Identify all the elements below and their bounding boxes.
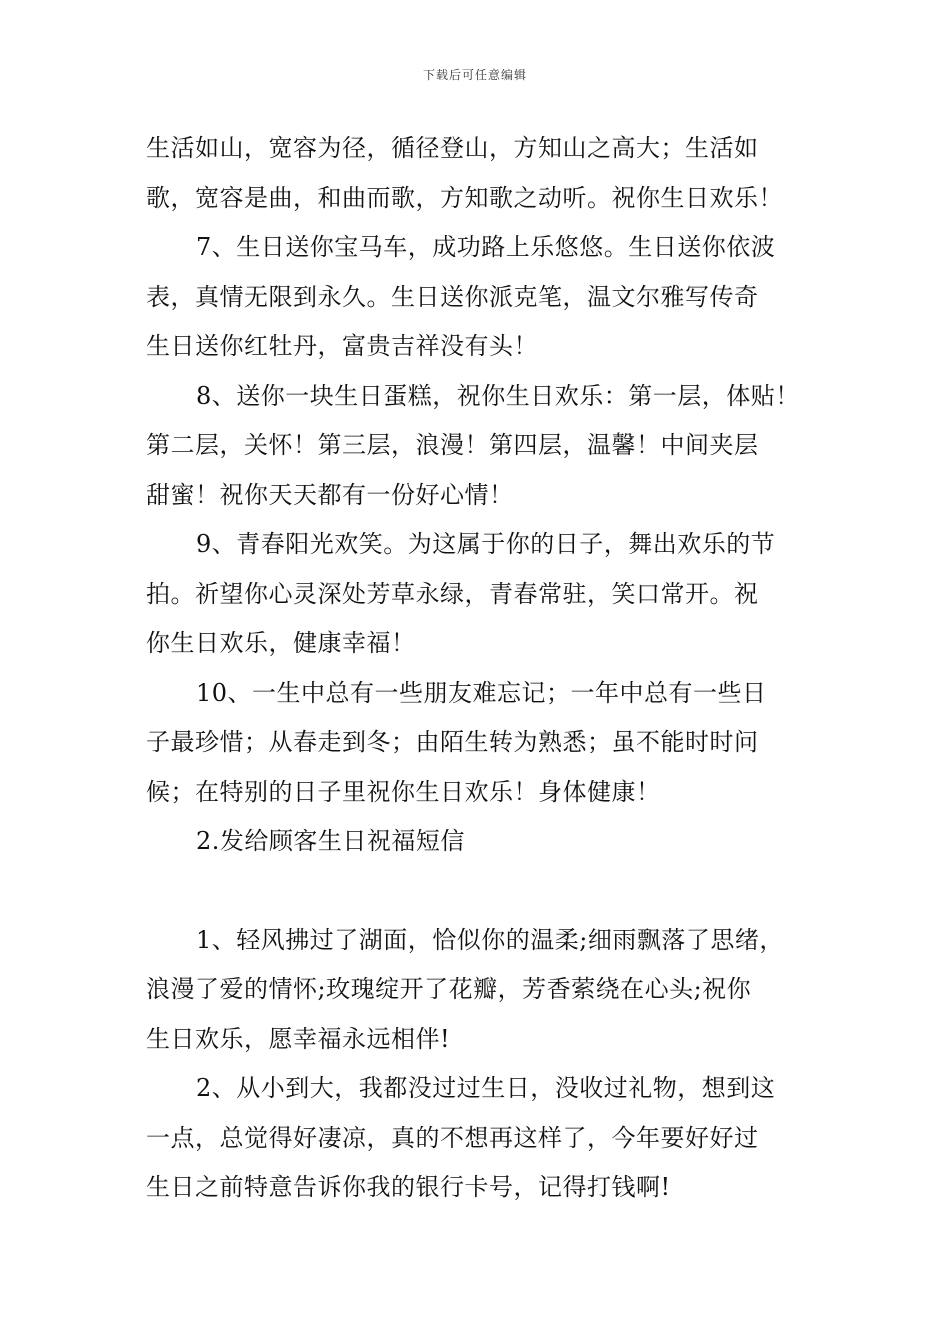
text-line: 第二层，关怀！第三层，浪漫！第四层，温馨！中间夹层 xyxy=(146,431,759,459)
text-line: 9、青春阳光欢笑。为这属于你的日子，舞出欢乐的节 xyxy=(196,530,776,558)
text-line: 生活如山，宽容为径，循径登山，方知山之高大；生活如 xyxy=(146,134,759,162)
document-body xyxy=(146,124,811,1213)
text-line: 候；在特别的日子里祝你生日欢乐！身体健康！ xyxy=(146,777,661,806)
text-line: 1、轻风拂过了湖面，恰似你的温柔;细雨飘落了思绪， xyxy=(196,925,784,954)
text-line: 7、生日送你宝马车，成功路上乐悠悠。生日送你依波 xyxy=(196,233,776,261)
text-line: 拍。祈望你心灵深处芳草永绿，青春常驻，笑口常开。祝 xyxy=(146,579,759,608)
page-header: 下载后可任意编辑 xyxy=(422,68,527,82)
text-line: 生日送你红牡丹，富贵吉祥没有头！ xyxy=(146,332,538,360)
section-heading: 2.发给顾客生日祝福短信 xyxy=(196,827,465,855)
text-line: 表，真情无限到永久。生日送你派克笔，温文尔雅写传奇 xyxy=(146,282,759,311)
text-line: 2、从小到大，我都没过过生日，没收过礼物，想到这 xyxy=(196,1074,776,1102)
text-line: 浪漫了爱的情怀;玫瑰绽开了花瓣，芳香萦绕在心头;祝你 xyxy=(146,975,752,1003)
text-line: 子最珍惜；从春走到冬；由陌生转为熟悉；虽不能时时问 xyxy=(146,728,759,756)
text-line: 你生日欢乐，健康幸福！ xyxy=(146,629,416,657)
text-line: 甜蜜！祝你天天都有一份好心情！ xyxy=(146,480,514,509)
text-line: 生日欢乐，愿幸福永远相伴! xyxy=(146,1024,451,1053)
blank-line xyxy=(146,867,811,916)
text-line: 生日之前特意告诉你我的银行卡号，记得打钱啊! xyxy=(146,1173,671,1201)
text-line: 歌，宽容是曲，和曲而歌，方知歌之动听。祝你生日欢乐！ xyxy=(146,183,783,212)
text-line: 8、送你一块生日蛋糕，祝你生日欢乐：第一层，体贴！ xyxy=(196,381,800,410)
text-line: 10、一生中总有一些朋友难忘记；一年中总有一些日 xyxy=(196,678,767,707)
text-line: 一点，总觉得好凄凉，真的不想再这样了，今年要好好过 xyxy=(146,1123,759,1152)
